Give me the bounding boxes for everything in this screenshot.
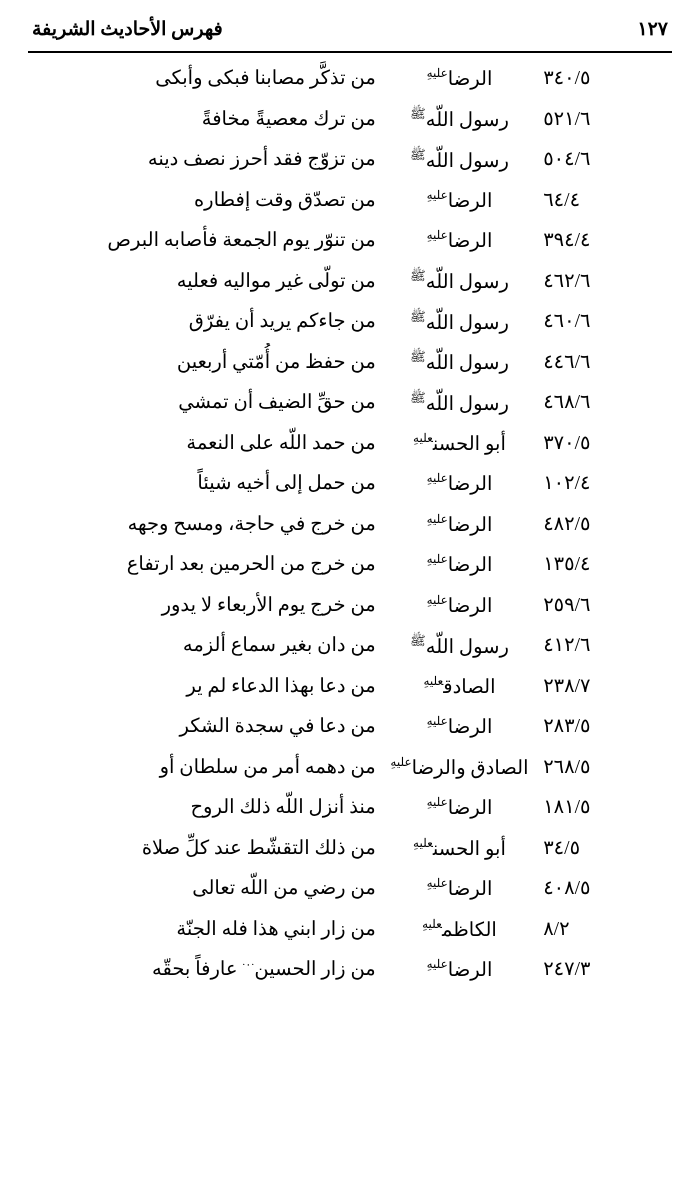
hadith-text: من ترك معصيةً مخافةً xyxy=(201,108,376,130)
source-name: الرضا xyxy=(447,879,493,901)
index-rows xyxy=(28,59,672,991)
hadith-source xyxy=(376,424,543,465)
table-row xyxy=(28,788,672,829)
volume-page-ref: ٦٤/٤ xyxy=(543,189,581,211)
source-name: الرضا xyxy=(447,555,493,577)
honorific-glyph: ﷺ xyxy=(410,106,426,122)
table-row xyxy=(28,910,672,951)
table-row xyxy=(28,464,672,505)
hadith-source xyxy=(376,262,543,303)
page-number: ١٢٧ xyxy=(637,19,668,40)
hadith-source xyxy=(376,707,543,748)
table-row xyxy=(28,262,672,303)
table-row xyxy=(28,707,672,748)
hadith-text: من حقِّ الضيف أن تمشي xyxy=(178,392,376,414)
table-row xyxy=(28,59,672,100)
header-rule xyxy=(28,51,672,53)
source-name: الصادق والرضا xyxy=(411,757,529,779)
hadith-source xyxy=(376,140,543,181)
volume-page-ref: ٥٢١/٦ xyxy=(543,108,591,130)
honorific-glyph: عليهِ xyxy=(426,795,448,810)
hadith-text: من خرج من الحرمين بعد ارتفاع xyxy=(126,554,376,576)
hadith-source xyxy=(376,586,543,627)
honorific-glyph: عليهِ xyxy=(422,916,442,931)
hadith-text: من حفظ من أُمّتي أربعين xyxy=(176,351,376,373)
hadith-text: من خرج يوم الأربعاء لا يدور xyxy=(161,594,376,616)
hadith-source xyxy=(376,910,543,951)
honorific-glyph: عليهِ xyxy=(426,876,448,891)
hadith-text: من دعا في سجدة الشكر xyxy=(179,716,376,738)
volume-page-ref: ٢٥٩/٦ xyxy=(543,594,591,616)
source-name: الرضا xyxy=(447,595,493,617)
hadith-text: من تولّى غير مواليه فعليه xyxy=(176,270,376,292)
honorific-glyph: ﷺ xyxy=(410,632,426,648)
volume-page-ref: ٤٠٨/٥ xyxy=(543,878,591,900)
table-row xyxy=(28,383,672,424)
volume-page-ref: ١٨١/٥ xyxy=(543,797,591,819)
volume-page-ref: ٣٧٠/٥ xyxy=(543,432,591,454)
source-name: الكاظم xyxy=(441,919,497,941)
table-row xyxy=(28,140,672,181)
source-name: الرضا xyxy=(447,231,493,253)
hadith-source xyxy=(376,221,543,262)
honorific-glyph: عليهِ xyxy=(426,552,448,567)
table-row xyxy=(28,100,672,141)
hadith-text: من تذكَّر مصابنا فبكى وأبكى xyxy=(155,68,376,90)
table-row xyxy=(28,343,672,384)
honorific-glyph: عليهِ xyxy=(426,187,448,202)
honorific-glyph: ﷺ xyxy=(410,268,426,284)
hadith-source xyxy=(376,505,543,546)
source-name: الرضا xyxy=(447,960,493,982)
source-name: رسول اللّه xyxy=(425,272,509,294)
honorific-glyph: عليهِ xyxy=(426,228,448,243)
volume-page-ref: ٤٦٠/٦ xyxy=(543,311,591,333)
hadith-text: من تنوّر يوم الجمعة فأصابه البرص xyxy=(107,230,376,252)
honorific-glyph: عليهِ xyxy=(426,957,448,972)
volume-page-ref: ٤٤٦/٦ xyxy=(543,351,591,373)
volume-page-ref: ٣٤/٥ xyxy=(543,837,581,859)
source-name: رسول اللّه xyxy=(425,353,509,375)
hadith-source xyxy=(376,626,543,667)
hadith-source xyxy=(376,667,543,708)
source-name: الرضا xyxy=(447,69,493,91)
honorific-glyph: عليهِ xyxy=(426,714,448,729)
honorific-glyph: عليهِ xyxy=(423,673,444,688)
hadith-source xyxy=(376,100,543,141)
hadith-index-table xyxy=(28,59,672,991)
hadith-source xyxy=(376,59,543,100)
source-name: الصادق xyxy=(443,676,496,698)
honorific-glyph: ﷺ xyxy=(410,389,426,405)
table-row xyxy=(28,748,672,789)
honorific-glyph: عليهِ xyxy=(426,471,448,486)
honorific-glyph: ·٠· xyxy=(242,959,255,972)
source-name: أبو الحسن xyxy=(432,838,506,860)
volume-page-ref: ٣٩٤/٤ xyxy=(543,230,591,252)
honorific-glyph: عليهِ xyxy=(413,430,433,445)
hadith-text: من جاءكم يريد أن يفرّق xyxy=(188,311,376,333)
table-row xyxy=(28,667,672,708)
volume-page-ref: ٢٤٧/٣ xyxy=(543,959,591,981)
hadith-text: من ذلك التقشّط عند كلِّ صلاة xyxy=(141,837,376,859)
source-name: أبو الحسن xyxy=(432,433,506,455)
honorific-glyph: عليهِ xyxy=(426,66,448,81)
volume-page-ref: ٤٦٢/٦ xyxy=(543,270,591,292)
table-row xyxy=(28,586,672,627)
hadith-source xyxy=(376,343,543,384)
hadith-source xyxy=(376,950,543,991)
honorific-glyph: عليهِ xyxy=(390,754,412,769)
hadith-source xyxy=(376,545,543,586)
honorific-glyph: عليهِ xyxy=(413,835,433,850)
hadith-text: من دعا بهذا الدعاء لم ير xyxy=(186,675,376,697)
hadith-text: من حمل إلى أخيه شيئاً xyxy=(197,473,376,495)
hadith-source xyxy=(376,181,543,222)
volume-page-ref: ٥٠٤/٦ xyxy=(543,149,591,171)
hadith-source xyxy=(376,464,543,505)
table-row xyxy=(28,829,672,870)
table-row xyxy=(28,181,672,222)
volume-page-ref: ٤٨٢/٥ xyxy=(543,513,591,535)
table-row xyxy=(28,424,672,465)
source-name: رسول اللّه xyxy=(425,393,509,415)
page-header xyxy=(28,18,672,51)
table-row xyxy=(28,626,672,667)
hadith-text: من رضي من اللّه تعالى xyxy=(192,878,376,900)
hadith-source xyxy=(376,748,543,789)
header-title: فهرس الأحاديث الشريفة xyxy=(32,19,223,40)
hadith-text: من خرج في حاجة، ومسح وجهه xyxy=(127,513,376,535)
table-row xyxy=(28,505,672,546)
hadith-source xyxy=(376,869,543,910)
table-row xyxy=(28,869,672,910)
honorific-glyph: ﷺ xyxy=(410,308,426,324)
hadith-source xyxy=(376,829,543,870)
honorific-glyph: ﷺ xyxy=(410,349,426,365)
volume-page-ref: ١٠٢/٤ xyxy=(543,473,591,495)
volume-page-ref: ٤٦٨/٦ xyxy=(543,392,591,414)
hadith-source xyxy=(376,383,543,424)
hadith-text: من تصدّق وقت إفطاره xyxy=(193,189,376,211)
hadith-text: من زار ابني هذا فله الجنّة xyxy=(176,918,376,940)
volume-page-ref: ١٣٥/٤ xyxy=(543,554,591,576)
hadith-text: من حمد اللّه على النعمة xyxy=(186,432,376,454)
hadith-text: من دان بغير سماع ألزمه xyxy=(182,635,376,657)
hadith-text: من زار الحسين$^{·٠·}$ عارفاً بحقّه xyxy=(152,959,376,981)
source-name: رسول اللّه xyxy=(425,636,509,658)
hadith-source xyxy=(376,788,543,829)
source-name: الرضا xyxy=(447,190,493,212)
volume-page-ref: ٢٦٨/٥ xyxy=(543,756,591,778)
page-spacer xyxy=(28,991,672,1161)
table-row xyxy=(28,302,672,343)
volume-page-ref: ٤١٢/٦ xyxy=(543,635,591,657)
hadith-source xyxy=(376,302,543,343)
volume-page-ref: ٨/٢ xyxy=(543,918,570,940)
source-name: رسول اللّه xyxy=(425,312,509,334)
source-name: الرضا xyxy=(447,798,493,820)
table-row xyxy=(28,221,672,262)
source-name: الرضا xyxy=(447,514,493,536)
source-name: رسول اللّه xyxy=(425,150,509,172)
volume-page-ref: ٢٣٨/٧ xyxy=(543,675,591,697)
table-row xyxy=(28,950,672,991)
hadith-text: من تزوّج فقد أحرز نصف دينه xyxy=(147,149,376,171)
source-name: الرضا xyxy=(447,717,493,739)
source-name: رسول اللّه xyxy=(425,110,509,132)
source-name: الرضا xyxy=(447,474,493,496)
honorific-glyph: عليهِ xyxy=(426,592,448,607)
hadith-text: من دهمه أمر من سلطان أو xyxy=(159,756,376,778)
honorific-glyph: عليهِ xyxy=(426,511,448,526)
table-row xyxy=(28,545,672,586)
volume-page-ref: ٣٤٠/٥ xyxy=(543,68,591,90)
honorific-glyph: ﷺ xyxy=(410,146,426,162)
hadith-text: منذ أنزل اللّه ذلك الروح xyxy=(190,797,376,819)
volume-page-ref: ٢٨٣/٥ xyxy=(543,716,591,738)
